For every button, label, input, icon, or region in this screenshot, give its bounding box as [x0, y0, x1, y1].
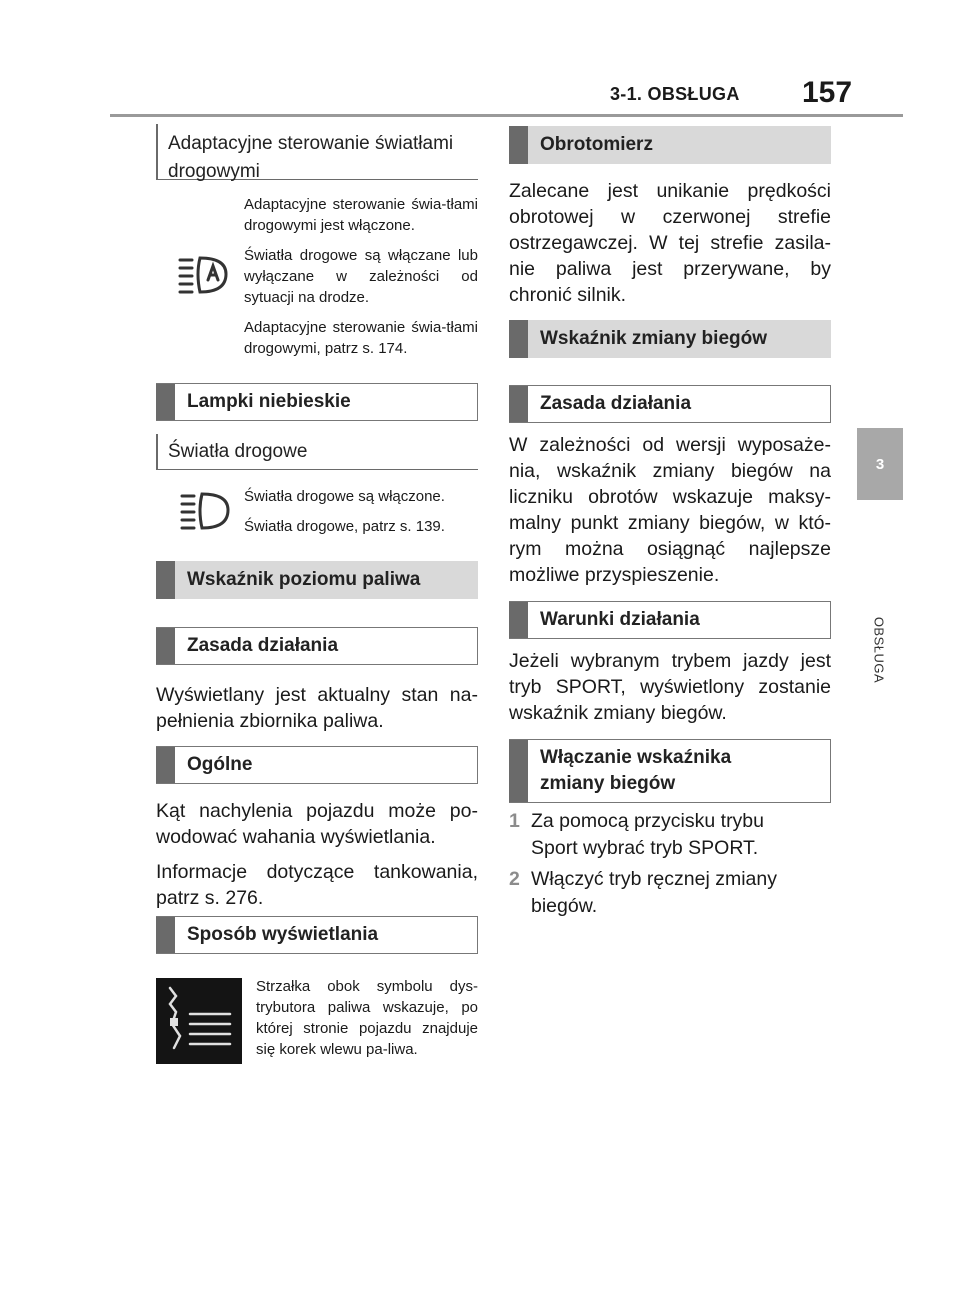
gear-principle-text: W zależności od wersji wyposaże-nia, wskaźnik zmiany biegów na liczniku obrotów wskazuje maksy-malny punkt zmiany biegów, w któ-rym można osiągnąć najlepsze możliwe przyspieszenie.	[509, 434, 831, 586]
fuel-principle-text: Wyświetlany jest aktualny stan na-pełnienia zbiornika paliwa.	[156, 684, 478, 732]
chapter-tab	[857, 428, 903, 500]
header-divider	[110, 114, 903, 117]
tachometer-heading	[509, 126, 831, 164]
step-1-text: Za pomocą przycisku trybu Sport wybrać tryb SPORT.	[531, 810, 765, 859]
conditions-text: Jeżeli wybranym trybem jazdy jest tryb SPORT, wyświetlony zostanie wskaźnik zmiany biegów.	[509, 650, 831, 724]
gear-principle-heading	[509, 385, 831, 423]
general-p2: Informacje dotyczące tankowania, patrz s. 276.	[156, 861, 478, 909]
conditions-label: Warunki działania	[540, 609, 700, 630]
step-1-number: 1	[509, 810, 520, 832]
tachometer-label: Obrotomierz	[540, 134, 653, 155]
fuel-gauge-label: Wskaźnik poziomu paliwa	[187, 569, 421, 590]
enable-indicator-label: Włączanie wskaźnika zmiany biegów	[540, 747, 732, 794]
adaptive-p2: Światła drogowe są włączane lub wyłączane w zależności od sytuacji na drodze.	[244, 247, 478, 306]
display-mode-label: Sposób wyświetlania	[187, 924, 379, 945]
heading-bar	[156, 561, 175, 599]
blue-lamps-label: Lampki niebieskie	[187, 391, 351, 412]
display-mode-heading	[156, 916, 478, 954]
adaptive-high-beam-icon	[170, 252, 232, 296]
high-beam-p2: Światła drogowe, patrz s. 139.	[244, 518, 445, 535]
adaptive-high-beam-text	[244, 194, 478, 359]
chapter-label	[859, 600, 899, 700]
chapter-label-text: OBSŁUGA	[871, 616, 887, 684]
step-2	[509, 866, 831, 920]
adaptive-p1: Adaptacyjne sterowanie świa-tłami drogowymi jest włączone.	[244, 196, 478, 234]
heading-bar	[156, 917, 175, 953]
step-2-text: Włączyć tryb ręcznej zmiany biegów.	[531, 868, 777, 917]
heading-bar	[509, 740, 528, 802]
fuel-principle-heading	[156, 627, 478, 665]
step-1	[509, 808, 831, 862]
chapter-number: 3	[875, 456, 885, 473]
gear-indicator-label: Wskaźnik zmiany biegów	[540, 328, 767, 349]
high-beam-title: Światła drogowe	[168, 441, 308, 462]
adaptive-high-beam-heading	[156, 124, 478, 180]
general-p1: Kąt nachylenia pojazdu może po-wodować wahania wyświetlania.	[156, 800, 478, 848]
adaptive-high-beam-title: Adaptacyjne sterowanie światłami drogowymi	[168, 133, 454, 182]
tachometer-text: Zalecane jest unikanie prędkości obrotowej w czerwonej strefie ostrzegawczej. W tej strefie zasila-nie paliwa jest przerywane, by chronić silnik.	[509, 180, 831, 306]
conditions-heading	[509, 601, 831, 639]
heading-bar	[156, 384, 175, 420]
step-2-number: 2	[509, 868, 520, 890]
gear-principle-label: Zasada działania	[540, 393, 692, 414]
high-beam-icon	[172, 488, 234, 532]
page-number: 157	[802, 76, 853, 109]
heading-bar	[509, 126, 528, 164]
blue-lamps-heading	[156, 383, 478, 421]
general-label: Ogólne	[187, 754, 253, 775]
general-heading	[156, 746, 478, 784]
high-beam-p1: Światła drogowe są włączone.	[244, 488, 445, 505]
high-beam-text	[244, 486, 478, 537]
gear-indicator-heading	[509, 320, 831, 358]
display-mode-text: Strzałka obok symbolu dys-trybutora paliwa wskazuje, po której stronie pojazdu znajduje się korek wlewu pa-liwa.	[256, 978, 478, 1058]
high-beam-heading	[156, 434, 478, 470]
enable-indicator-heading	[509, 739, 831, 803]
fuel-gauge-heading	[156, 561, 478, 599]
heading-bar	[509, 386, 528, 422]
section-title: 3-1. OBSŁUGA	[610, 84, 740, 104]
fuel-principle-label: Zasada działania	[187, 635, 339, 656]
adaptive-p3: Adaptacyjne sterowanie świa-tłami drogowymi, patrz s. 174.	[244, 319, 478, 357]
fuel-pump-arrow-icon	[156, 978, 242, 1064]
heading-bar	[509, 602, 528, 638]
general-text	[156, 798, 478, 911]
heading-bar	[156, 628, 175, 664]
heading-bar	[509, 320, 528, 358]
heading-bar	[156, 747, 175, 783]
